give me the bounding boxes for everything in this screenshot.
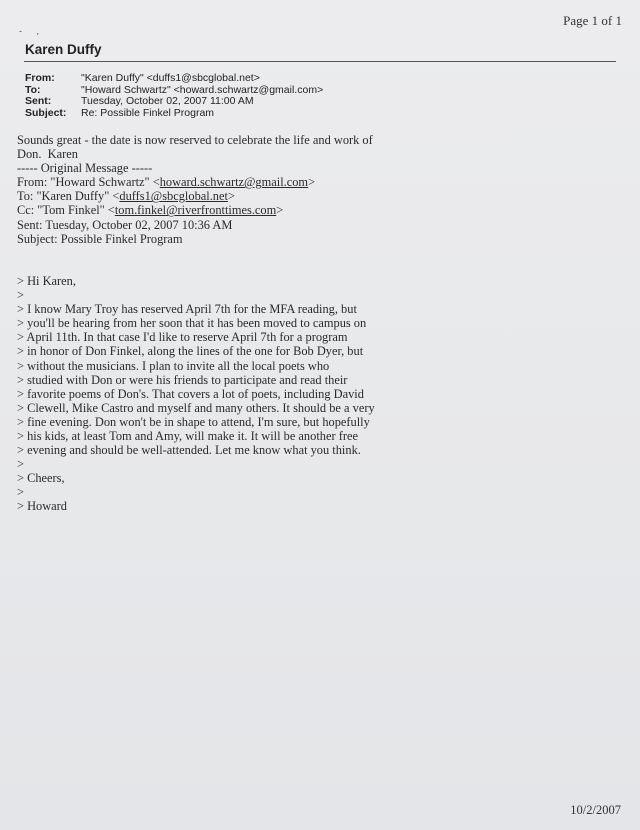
original-to-line — [17, 189, 375, 203]
header-subject-value: Re: Possible Finkel Program — [81, 106, 215, 119]
quoted-line: > — [17, 485, 24, 500]
original-from-prefix: From: "Howard Schwartz" < — [17, 175, 160, 190]
email-header — [25, 73, 323, 119]
original-from-line — [17, 175, 375, 189]
original-cc-line — [17, 203, 375, 217]
reply-line: Sounds great - the date is now reserved to celebrate the life and work of — [17, 133, 373, 147]
original-to-email-link[interactable]: duffs1@sbcglobal.net — [119, 189, 228, 204]
header-from-value: "Karen Duffy" <duffs1@sbcglobal.net> — [81, 72, 260, 84]
sender-name-heading: Karen Duffy — [25, 42, 102, 57]
header-to-label: To: — [25, 83, 41, 96]
header-divider — [24, 61, 616, 62]
quoted-line: > studied with Don or were his friends to participate and read their — [17, 372, 348, 387]
quoted-line: > Cheers, — [17, 471, 65, 486]
blank-line — [17, 246, 375, 260]
header-to-value: "Howard Schwartz" <howard.schwartz@gmail.com> — [81, 83, 324, 96]
original-sent-line: Sent: Tuesday, October 02, 2007 10:36 AM — [17, 217, 233, 232]
quoted-line: > favorite poems of Don's. That covers a lot of poets, including David — [17, 386, 364, 401]
original-subject-line: Subject: Possible Finkel Program — [17, 231, 183, 246]
quoted-line: > fine evening. Don won't be in shape to attend, I'm sure, but hopefully — [17, 414, 370, 429]
quoted-line: > his kids, at least Tom and Amy, will make it. It will be another free — [17, 428, 358, 443]
quoted-line: > Clewell, Mike Castro and myself and many others. It should be a very — [17, 400, 375, 415]
header-subject-row — [25, 108, 323, 120]
reply-line: Don. Karen — [17, 147, 78, 162]
header-sent-value: Tuesday, October 02, 2007 11:00 AM — [81, 95, 254, 107]
quoted-line: > Howard — [17, 499, 67, 514]
original-cc-suffix: > — [276, 203, 284, 218]
quoted-line: > evening and should be well-attended. Let me know what you think. — [17, 443, 361, 458]
footer-print-date: 10/2/2007 — [570, 803, 621, 817]
page-number: Page 1 of 1 — [563, 13, 622, 28]
quoted-line: > Hi Karen, — [17, 273, 76, 288]
quoted-line: > in honor of Don Finkel, along the lines of the one for Bob Dyer, but — [17, 344, 364, 359]
quoted-line: > I know Mary Troy has reserved April 7th for the MFA reading, but — [17, 302, 357, 317]
quoted-line: > you'll be hearing from her soon that it has been moved to campus on — [17, 316, 367, 331]
email-body — [17, 133, 375, 514]
scan-marks: - , — [19, 26, 45, 36]
original-from-suffix: > — [308, 175, 316, 190]
quoted-line: > April 11th. In that case I'd like to reserve April 7th for a program — [17, 330, 348, 345]
quoted-line: > — [17, 457, 24, 472]
header-subject-label: Subject: — [25, 106, 67, 119]
header-from-row — [25, 73, 323, 85]
original-to-prefix: To: "Karen Duffy" < — [17, 189, 120, 204]
quoted-line: > without the musicians. I plan to invite all the local poets who — [17, 358, 330, 373]
original-to-suffix: > — [227, 189, 235, 204]
header-sent-row — [25, 96, 323, 108]
original-from-email-link[interactable]: howard.schwartz@gmail.com — [159, 175, 309, 190]
original-cc-prefix: Cc: "Tom Finkel" < — [17, 203, 115, 218]
original-message-divider: ----- Original Message ----- — [17, 161, 153, 176]
header-from-label: From: — [25, 72, 55, 84]
header-sent-label: Sent: — [25, 95, 52, 107]
blank-line — [17, 260, 375, 274]
quoted-line: > — [17, 288, 24, 303]
original-cc-email-link[interactable]: tom.finkel@riverfronttimes.com — [114, 203, 277, 218]
